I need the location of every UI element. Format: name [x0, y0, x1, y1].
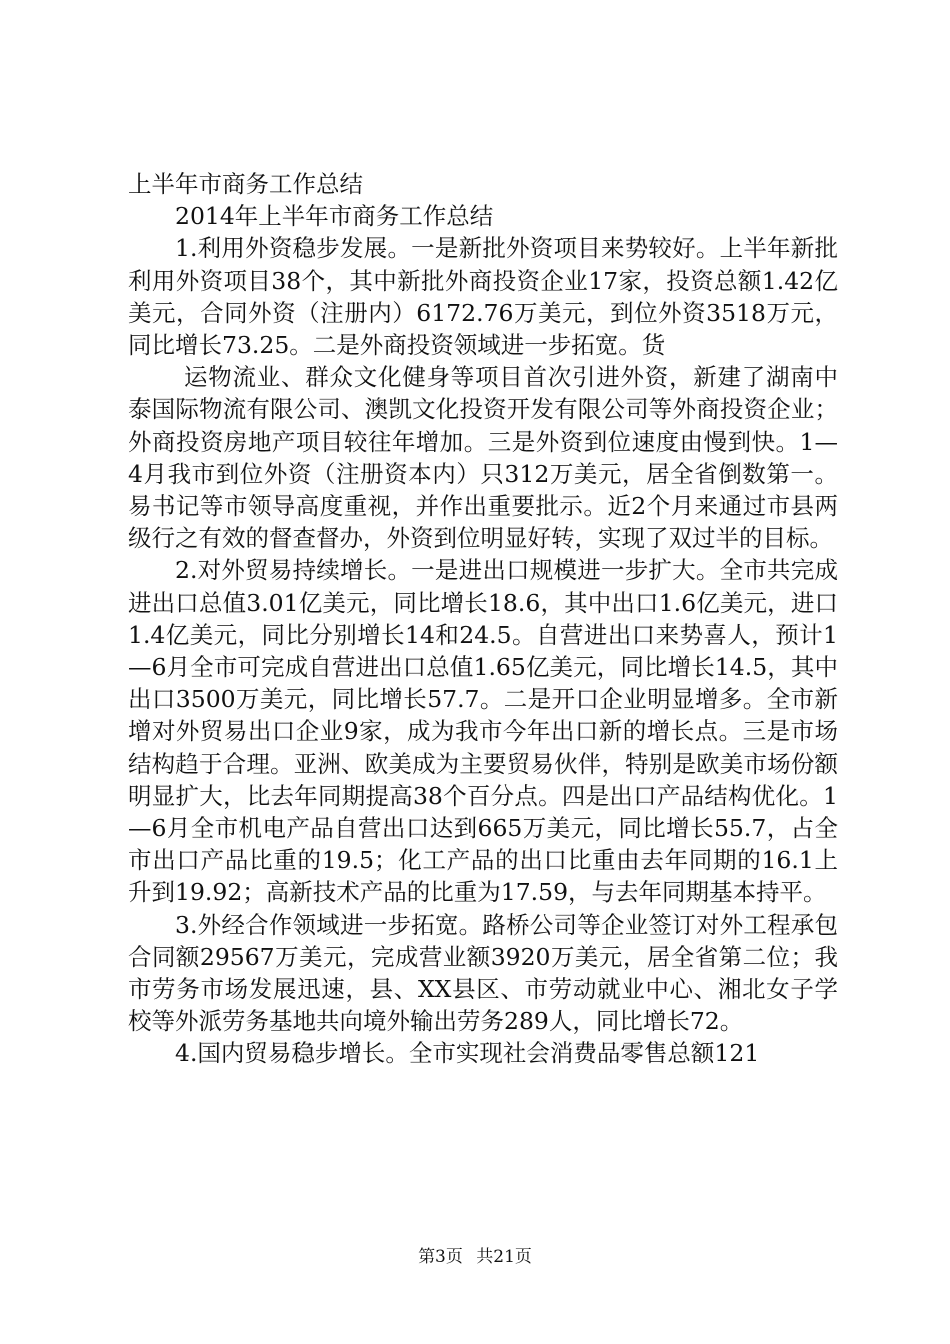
paragraph-foreign-trade: 2.对外贸易持续增长。一是进出口规模进一步扩大。全市共完成进出口总值3.01亿美元，同比增长18.6，其中出口1.6亿美元，进口1.4亿美元，同比分别增长14和24.5。自营进出口来势喜人，预计1—6月全市可完成自营进出口总值1.65亿美元，同比增长14.5，其中出口3500万美元，同比增长57.7。二是开口企业明显增多。全市新增对外贸易出口企业9家，成为我市今年出口新的增长点。三是市场结构趋于合理。亚洲、欧美成为主要贸易伙伴，特别是欧美市场份额明显扩大，比去年同期提高38个百分点。四是出口产品结构优化。1—6月全市机电产品自营出口达到665万美元，同比增长55.7，占全市出口产品比重的19.5；化工产品的出口比重由去年同期的16.1上升到19.92；高新技术产品的比重为17.59，与去年同期基本持平。	[128, 556, 838, 907]
paragraph-foreign-investment-continued: 运物流业、群众文化健身等项目首次引进外资，新建了湖南中泰国际物流有限公司、澳凯文化投资开发有限公司等外商投资企业；外商投资房地产项目较往年增加。三是外资到位速度由慢到快。1—4月我市到位外资（注册资本内）只312万美元，居全省倒数第一。易书记等市领导高度重视，并作出重要批示。近2个月来通过市县两级行之有效的督查督办，外资到位明显好转，实现了双过半的目标。	[128, 363, 838, 553]
page-number-total: 共21页	[476, 1247, 532, 1267]
document-subtitle: 2014年上半年市商务工作总结	[175, 202, 494, 231]
paragraph-economic-cooperation: 3.外经合作领域进一步拓宽。路桥公司等企业签订对外工程承包合同额29567万美元，完成营业额3920万美元，居全省第二位；我市劳务市场发展迅速，县、XX县区、市劳动就业中心、湘北女子学校等外派劳务基地共向境外输出劳务289人，同比增长72。	[128, 910, 838, 1036]
document-body	[128, 168, 838, 1070]
paragraph-foreign-investment: 1.利用外资稳步发展。一是新批外资项目来势较好。上半年新批利用外资项目38个，其中新批外商投资企业17家，投资总额1.42亿美元，合同外资（注册内）6172.76万美元，到位外资3518万元，同比增长73.25。二是外商投资领域进一步拓宽。货	[128, 234, 838, 360]
page-footer	[0, 1242, 950, 1267]
paragraph-domestic-trade: 4.国内贸易稳步增长。全市实现社会消费品零售总额121	[175, 1039, 760, 1068]
page-number-current: 第3页	[418, 1247, 463, 1267]
document-title: 上半年市商务工作总结	[128, 170, 363, 198]
